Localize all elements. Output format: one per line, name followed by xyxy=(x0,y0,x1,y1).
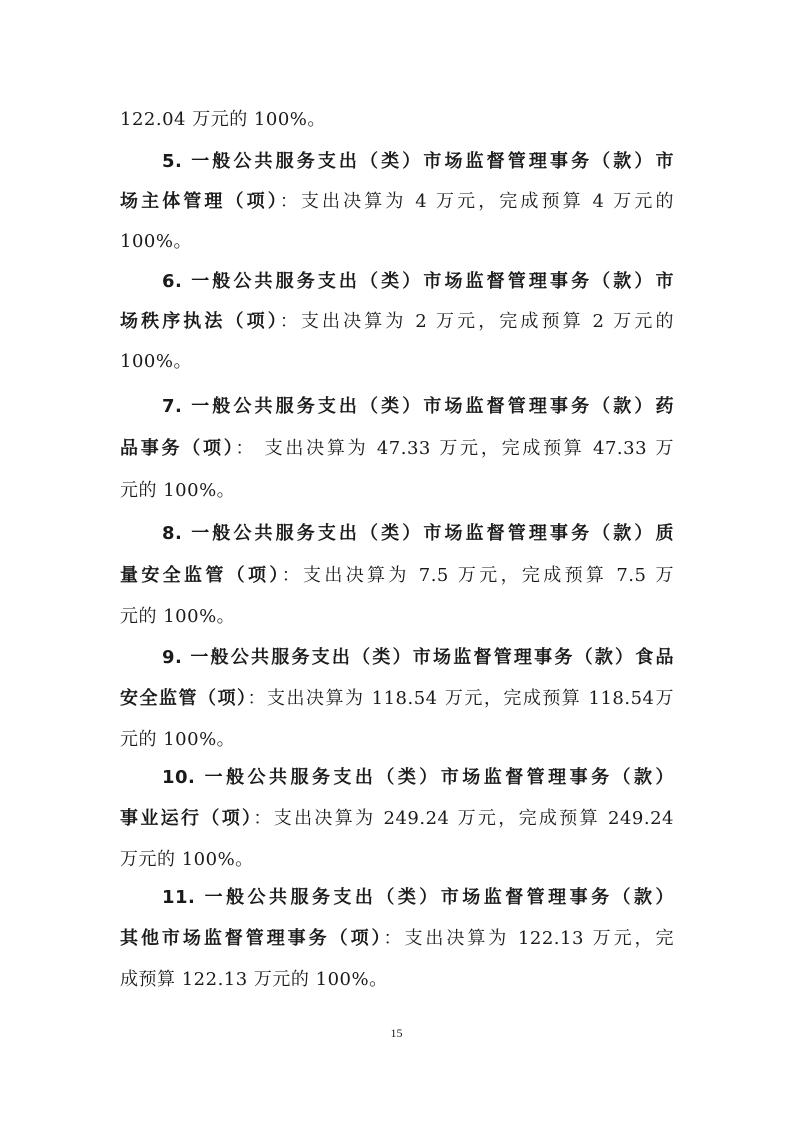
item-heading-cont: 场秩序执法（项） xyxy=(120,311,280,332)
item-heading: 一般公共服务支出（类）市场监督管理事务（款）药 xyxy=(191,396,674,417)
body-text: 100%。 xyxy=(120,351,192,372)
paragraph-continuation xyxy=(120,108,326,132)
item-number: 5. xyxy=(162,151,183,172)
body-text: ：支出决算为 7.5 万元，完成预算 7.5 万 xyxy=(281,565,675,586)
item-number: 8. xyxy=(162,523,183,544)
item-body-line xyxy=(120,310,674,334)
item-body-line xyxy=(120,230,192,254)
item-number: 6. xyxy=(162,271,183,292)
item-number: 10. xyxy=(162,767,196,788)
body-text: ： 支出决算为 47.33 万元，完成预算 47.33 万 xyxy=(235,438,675,459)
body-text: ：支出决算为 122.13 万元，完 xyxy=(383,928,674,949)
item-body-line xyxy=(120,848,254,872)
item-heading-cont: 场主体管理（项） xyxy=(120,191,280,212)
item-heading-line xyxy=(162,646,674,670)
body-text: 元的 100%。 xyxy=(120,729,236,750)
body-text: 元的 100%。 xyxy=(120,606,236,627)
item-body-line xyxy=(120,564,674,588)
item-body-line xyxy=(120,687,674,711)
body-text: ：支出决算为 249.24 万元，完成预算 249.24 xyxy=(253,808,675,829)
item-heading-cont: 量安全监管（项） xyxy=(120,565,282,586)
item-heading-line xyxy=(162,886,674,910)
body-text: 122.04 万元的 100%。 xyxy=(120,109,326,130)
body-text: 万元的 100%。 xyxy=(120,849,254,870)
item-heading: 一般公共服务支出（类）市场监督管理事务（款）市 xyxy=(191,151,674,172)
item-heading: 一般公共服务支出（类）市场监督管理事务（款） xyxy=(204,767,674,788)
body-text: ：支出决算为 118.54 万元，完成预算 118.54万 xyxy=(247,688,674,709)
item-heading-cont: 其他市场监督管理事务（项） xyxy=(120,928,384,949)
item-body-line xyxy=(120,479,235,503)
item-heading-cont: 事业运行（项） xyxy=(120,808,254,829)
item-number: 7. xyxy=(162,396,183,417)
body-text: 元的 100%。 xyxy=(120,480,236,501)
item-heading: 一般公共服务支出（类）市场监督管理事务（款） xyxy=(204,887,674,908)
item-heading: 一般公共服务支出（类）市场监督管理事务（款）质 xyxy=(191,523,674,544)
page-number: 15 xyxy=(390,1026,403,1040)
item-body-line xyxy=(120,350,192,374)
item-body-line xyxy=(120,927,674,951)
item-heading-line xyxy=(162,395,674,419)
item-body-line xyxy=(120,437,674,461)
item-body-line xyxy=(120,968,388,992)
item-heading-line xyxy=(162,522,674,546)
body-text: 成预算 122.13 万元的 100%。 xyxy=(120,969,388,990)
item-number: 11. xyxy=(162,887,196,908)
item-body-line xyxy=(120,605,235,629)
item-heading: 一般公共服务支出（类）市场监督管理事务（款）市 xyxy=(191,271,674,292)
item-heading-line xyxy=(162,766,674,790)
item-heading-cont: 安全监管（项） xyxy=(120,688,248,709)
item-number: 9. xyxy=(162,647,183,668)
item-body-line xyxy=(120,807,674,831)
item-heading-line xyxy=(162,270,674,294)
item-heading-cont: 品事务（项） xyxy=(120,438,236,459)
item-body-line xyxy=(120,728,235,752)
body-text: ：支出决算为 4 万元，完成预算 4 万元的 xyxy=(279,191,675,212)
item-heading: 一般公共服务支出（类）市场监督管理事务（款）食品 xyxy=(190,647,674,668)
item-body-line xyxy=(120,190,674,214)
item-heading-line xyxy=(162,150,674,174)
body-text: ：支出决算为 2 万元，完成预算 2 万元的 xyxy=(279,311,675,332)
body-text: 100%。 xyxy=(120,231,192,252)
